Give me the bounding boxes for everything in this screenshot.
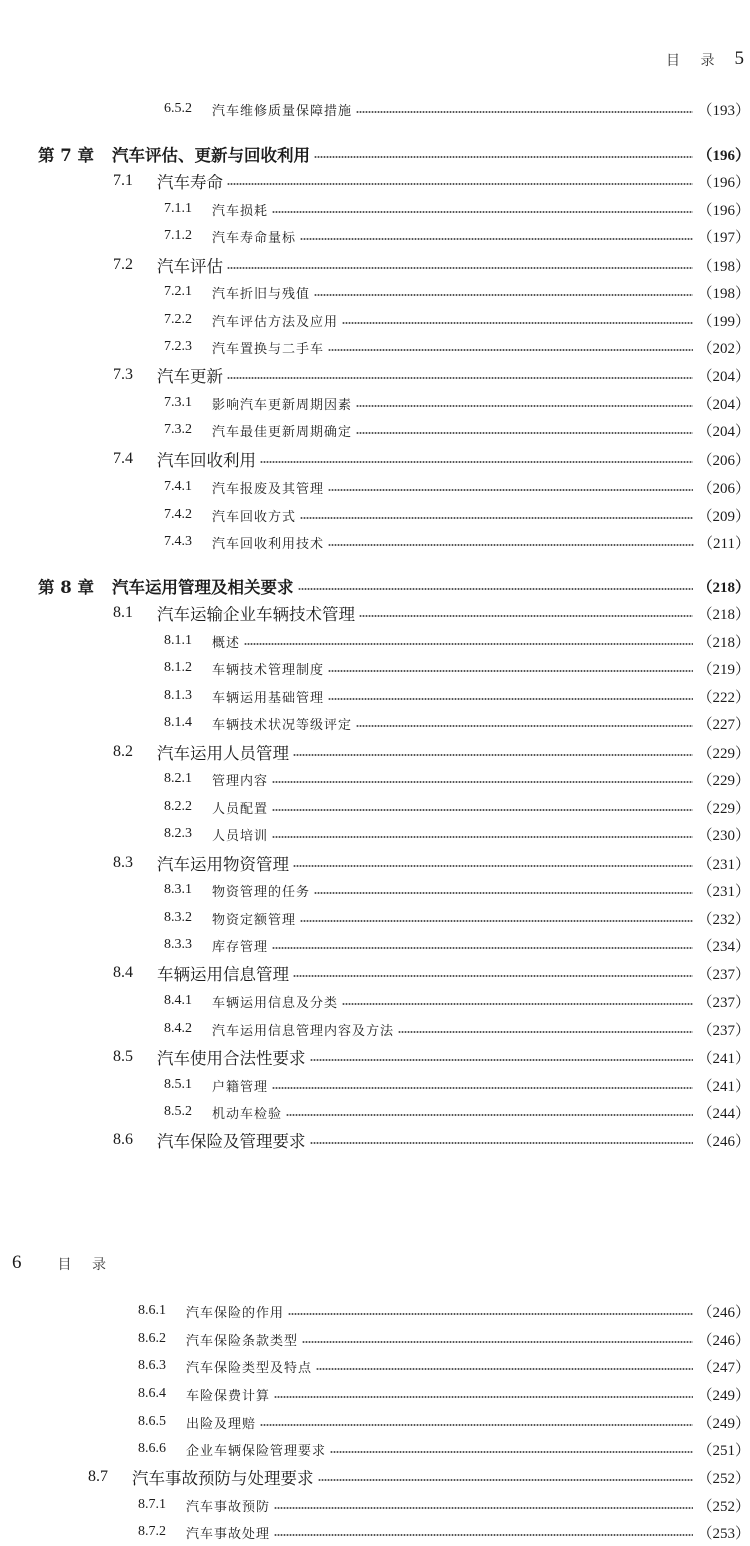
- dot-leader: [272, 809, 693, 811]
- dot-leader: [310, 1142, 694, 1144]
- toc-subsection-entry[interactable]: [0, 97, 750, 121]
- toc-entry-number: 8.1.3: [164, 688, 192, 703]
- toc-entry-title: 汽车评估: [157, 257, 223, 276]
- toc-entry-page: （206）: [697, 480, 750, 497]
- toc-entry-page: （196）: [697, 174, 750, 191]
- toc-subsection-entry[interactable]: [0, 1520, 750, 1544]
- toc-subsection-entry[interactable]: [0, 878, 750, 902]
- dot-leader: [227, 183, 693, 185]
- toc-subsection-entry[interactable]: [0, 503, 750, 527]
- toc-section-entry[interactable]: [0, 740, 750, 764]
- toc-subsection-entry[interactable]: [0, 335, 750, 359]
- dot-leader: [288, 1313, 693, 1315]
- toc-entry-title: 汽车使用合法性要求: [157, 1049, 306, 1068]
- toc-entry-title: 概述: [212, 635, 241, 651]
- toc-section-entry[interactable]: [0, 447, 750, 471]
- toc-entry-number: 7.2.2: [164, 312, 192, 327]
- toc-section-entry[interactable]: [0, 961, 750, 985]
- toc-subsection-entry[interactable]: [0, 711, 750, 735]
- toc-chapter-entry[interactable]: [0, 574, 750, 598]
- page-number: 5: [734, 48, 744, 69]
- toc-entry-number: 8.4.1: [164, 993, 192, 1008]
- toc-entry-number: 7.3.1: [164, 395, 192, 410]
- dot-leader: [272, 781, 693, 783]
- dot-leader: [314, 892, 693, 894]
- toc-section-entry[interactable]: [0, 1045, 750, 1069]
- toc-entry-page: （231）: [697, 883, 750, 900]
- dot-leader: [328, 489, 693, 491]
- toc-entry-title: 汽车运用物资管理: [157, 855, 289, 874]
- toc-subsection-entry[interactable]: [0, 391, 750, 415]
- toc-section-entry[interactable]: [0, 1128, 750, 1152]
- toc-section-entry[interactable]: [0, 169, 750, 193]
- dot-leader: [286, 1114, 693, 1116]
- toc-subsection-entry[interactable]: [0, 197, 750, 221]
- dot-leader: [342, 322, 693, 324]
- dot-leader: [314, 294, 693, 296]
- toc-entry-title: 物资定额管理: [212, 912, 297, 928]
- dot-leader: [302, 1341, 693, 1343]
- toc-entry-title: 车辆技术状况等级评定: [212, 717, 353, 733]
- toc-entry-number: 8.2.1: [164, 771, 192, 786]
- toc-entry-number: 8.6.5: [138, 1414, 166, 1429]
- toc-entry-number: 8.7: [88, 1468, 108, 1485]
- dot-leader: [316, 1368, 693, 1370]
- toc-entry-page: （229）: [697, 800, 750, 817]
- toc-entry-title: 人员培训: [212, 828, 269, 844]
- toc-entry-number: 7.1.2: [164, 228, 192, 243]
- toc-entry-number: 8.5: [113, 1048, 133, 1065]
- toc-entry-page: （196）: [697, 202, 750, 219]
- toc-entry-title: 企业车辆保险管理要求: [186, 1443, 327, 1459]
- dot-leader: [314, 156, 693, 158]
- dot-leader: [328, 698, 693, 700]
- toc-entry-title: 汽车回收利用技术: [212, 536, 325, 552]
- toc-entry-title: 汽车维修质量保障措施: [212, 103, 353, 119]
- toc-entry-number: 8.5.1: [164, 1077, 192, 1092]
- toc-entry-title: 车辆技术管理制度: [212, 662, 325, 678]
- dot-leader: [310, 1059, 694, 1061]
- toc-entry-number: 8.2.2: [164, 799, 192, 814]
- dot-leader: [244, 643, 693, 645]
- dot-leader: [274, 1396, 693, 1398]
- toc-subsection-entry[interactable]: [0, 906, 750, 930]
- toc-entry-page: （251）: [697, 1442, 750, 1459]
- toc-entry-number: 8.1.1: [164, 633, 192, 648]
- toc-section-entry[interactable]: [0, 253, 750, 277]
- toc-entry-number: 7.4.3: [164, 534, 192, 549]
- toc-entry-page: （249）: [697, 1387, 750, 1404]
- toc-entry-title: 汽车寿命量标: [212, 230, 297, 246]
- dot-leader: [356, 405, 693, 407]
- toc-entry-page: （241）: [697, 1078, 750, 1095]
- toc-entry-number: 6.5.2: [164, 101, 192, 116]
- toc-entry-title: 汽车运用信息管理内容及方法: [212, 1023, 395, 1039]
- toc-entry-page: （198）: [697, 258, 750, 275]
- toc-entry-title: 汽车保险类型及特点: [186, 1360, 313, 1376]
- toc-entry-number: 8.1.2: [164, 660, 192, 675]
- toc-entry-page: （198）: [697, 285, 750, 302]
- dot-leader: [330, 1451, 693, 1453]
- toc-entry-page: （232）: [697, 911, 750, 928]
- toc-section-entry[interactable]: [0, 363, 750, 387]
- toc-entry-title: 车险保费计算: [186, 1388, 271, 1404]
- dot-leader: [272, 947, 693, 949]
- toc-subsection-entry[interactable]: [0, 1410, 750, 1434]
- toc-entry-page: （211）: [698, 535, 750, 552]
- toc-entry-page: （230）: [697, 827, 750, 844]
- page-number: 6: [12, 1252, 22, 1273]
- toc-entry-number: 7.3: [113, 366, 133, 383]
- toc-subsection-entry[interactable]: [0, 1437, 750, 1461]
- dot-leader: [274, 1534, 693, 1536]
- toc-entry-title: 物资管理的任务: [212, 884, 311, 900]
- toc-entry-number: 7.2.3: [164, 339, 192, 354]
- toc-entry-title: 库存管理: [212, 939, 269, 955]
- toc-section-entry[interactable]: [0, 851, 750, 875]
- toc-entry-page: （246）: [697, 1304, 750, 1321]
- dot-leader: [328, 544, 694, 546]
- toc-entry-title: 汽车损耗: [212, 203, 269, 219]
- toc-subsection-entry[interactable]: [0, 475, 750, 499]
- toc-entry-number: 8.2: [113, 743, 133, 760]
- toc-entry-title: 汽车运用人员管理: [157, 744, 289, 763]
- toc-entry-title: 车辆运用信息及分类: [212, 995, 339, 1011]
- toc-entry-page: （196）: [697, 147, 750, 164]
- toc-entry-title: 管理内容: [212, 773, 269, 789]
- dot-leader: [260, 461, 693, 463]
- toc-entry-page: （204）: [697, 396, 750, 413]
- toc-subsection-entry[interactable]: [0, 530, 750, 554]
- toc-entry-page: （193）: [697, 102, 750, 119]
- dot-leader: [274, 1507, 693, 1509]
- toc-entry-title: 汽车最佳更新周期确定: [212, 424, 353, 440]
- toc-section-entry[interactable]: [0, 601, 750, 625]
- toc-entry-number: 8.7.2: [138, 1524, 166, 1539]
- toc-entry-number: 8.7.1: [138, 1497, 166, 1512]
- toc-entry-title: 出险及理赔: [186, 1416, 257, 1432]
- page-5-header: [620, 40, 744, 70]
- dot-leader: [272, 211, 693, 213]
- toc-entry-number: 8.6.6: [138, 1441, 166, 1456]
- toc-entry-page: （218）: [697, 579, 750, 596]
- dot-leader: [328, 670, 693, 672]
- toc-entry-number: 7.1: [113, 172, 133, 189]
- toc-subsection-entry[interactable]: [0, 1493, 750, 1517]
- dot-leader: [318, 1479, 694, 1481]
- toc-entry-page: （249）: [697, 1415, 750, 1432]
- toc-entry-number: 8.6.1: [138, 1303, 166, 1318]
- toc-entry-page: （246）: [697, 1332, 750, 1349]
- toc-entry-title: 影响汽车更新周期因素: [212, 397, 353, 413]
- dot-leader: [356, 725, 693, 727]
- toc-entry-page: （244）: [697, 1105, 750, 1122]
- toc-entry-title: 汽车运用管理及相关要求: [112, 578, 294, 597]
- toc-entry-title: 户籍管理: [212, 1079, 269, 1095]
- toc-entry-page: （218）: [697, 606, 750, 623]
- toc-entry-number: 8.4.2: [164, 1021, 192, 1036]
- toc-entry-page: （206）: [697, 452, 750, 469]
- dot-leader: [293, 865, 693, 867]
- toc-entry-page: （204）: [697, 368, 750, 385]
- toc-subsection-entry[interactable]: [0, 822, 750, 846]
- toc-entry-number: 7.1.1: [164, 201, 192, 216]
- toc-entry-number: 8.3.3: [164, 937, 192, 952]
- toc-subsection-entry[interactable]: [0, 280, 750, 304]
- dot-leader: [328, 349, 693, 351]
- toc-entry-page: （209）: [697, 508, 750, 525]
- toc-entry-page: （199）: [697, 313, 750, 330]
- toc-subsection-entry[interactable]: [0, 1327, 750, 1351]
- toc-entry-page: （241）: [697, 1050, 750, 1067]
- toc-entry-title: 汽车保险的作用: [186, 1305, 285, 1321]
- toc-entry-title: 车辆运用信息管理: [157, 965, 289, 984]
- toc-entry-page: （237）: [697, 1022, 750, 1039]
- toc-subsection-entry[interactable]: [0, 656, 750, 680]
- toc-entry-number: 7.2: [113, 256, 133, 273]
- toc-subsection-entry[interactable]: [0, 418, 750, 442]
- toc-entry-number: 8.3: [113, 854, 133, 871]
- toc-entry-number: 7.4.1: [164, 479, 192, 494]
- toc-entry-number: 8.2.3: [164, 826, 192, 841]
- toc-entry-title: 汽车事故预防与处理要求: [132, 1469, 314, 1488]
- toc-entry-page: （218）: [697, 634, 750, 651]
- page-header-title: 目 录: [57, 1257, 114, 1273]
- dot-leader: [272, 836, 693, 838]
- toc-entry-title: 汽车回收利用: [157, 451, 256, 470]
- toc-entry-page: （252）: [697, 1498, 750, 1515]
- toc-entry-page: （219）: [697, 661, 750, 678]
- toc-entry-title: 人员配置: [212, 801, 269, 817]
- toc-entry-title: 汽车保险及管理要求: [157, 1132, 306, 1151]
- toc-subsection-entry[interactable]: [0, 795, 750, 819]
- toc-entry-title: 汽车评估方法及应用: [212, 314, 339, 330]
- toc-entry-title: 汽车置换与二手车: [212, 341, 325, 357]
- toc-subsection-entry[interactable]: [0, 224, 750, 248]
- toc-entry-title: 汽车报废及其管理: [212, 481, 325, 497]
- dot-leader: [359, 615, 693, 617]
- toc-entry-number: 7.4.2: [164, 507, 192, 522]
- toc-entry-title: 车辆运用基础管理: [212, 690, 325, 706]
- page-6-header: [12, 1244, 114, 1274]
- toc-entry-number: 8.6: [113, 1131, 133, 1148]
- toc-entry-page: （204）: [697, 423, 750, 440]
- toc-entry-number: 第 7 章: [38, 146, 94, 165]
- toc-subsection-entry[interactable]: [0, 989, 750, 1013]
- toc-entry-title: 机动车检验: [212, 1106, 283, 1122]
- toc-entry-page: （231）: [697, 856, 750, 873]
- dot-leader: [300, 920, 693, 922]
- toc-entry-title: 汽车事故预防: [186, 1499, 271, 1515]
- toc-entry-page: （252）: [697, 1470, 750, 1487]
- toc-entry-page: （202）: [697, 340, 750, 357]
- dot-leader: [293, 754, 693, 756]
- dot-leader: [293, 975, 693, 977]
- dot-leader: [298, 588, 694, 590]
- toc-entry-number: 8.6.3: [138, 1358, 166, 1373]
- toc-entry-number: 7.4: [113, 450, 133, 467]
- dot-leader: [272, 1087, 693, 1089]
- toc-entry-page: （229）: [697, 745, 750, 762]
- toc-entry-title: 汽车事故处理: [186, 1526, 271, 1542]
- dot-leader: [300, 517, 693, 519]
- toc-entry-page: （253）: [697, 1525, 750, 1542]
- toc-entry-page: （234）: [697, 938, 750, 955]
- toc-subsection-entry[interactable]: [0, 767, 750, 791]
- toc-subsection-entry[interactable]: [0, 1382, 750, 1406]
- dot-leader: [300, 238, 693, 240]
- toc-entry-title: 汽车运输企业车辆技术管理: [157, 605, 355, 624]
- toc-chapter-entry[interactable]: [0, 142, 750, 166]
- toc-entry-title: 汽车寿命: [157, 173, 223, 192]
- toc-entry-number: 8.5.2: [164, 1104, 192, 1119]
- toc-entry-page: （247）: [697, 1359, 750, 1376]
- toc-subsection-entry[interactable]: [0, 1017, 750, 1041]
- toc-entry-page: （197）: [697, 229, 750, 246]
- dot-leader: [227, 377, 693, 379]
- toc-entry-page: （246）: [697, 1133, 750, 1150]
- toc-subsection-entry[interactable]: [0, 1073, 750, 1097]
- dot-leader: [260, 1424, 693, 1426]
- toc-entry-page: （227）: [697, 716, 750, 733]
- toc-subsection-entry[interactable]: [0, 1100, 750, 1124]
- toc-entry-page: （222）: [697, 689, 750, 706]
- toc-entry-number: 8.1.4: [164, 715, 192, 730]
- toc-subsection-entry[interactable]: [0, 629, 750, 653]
- toc-subsection-entry[interactable]: [0, 1299, 750, 1323]
- toc-entry-number: 7.3.2: [164, 422, 192, 437]
- toc-entry-title: 汽车更新: [157, 367, 223, 386]
- toc-subsection-entry[interactable]: [0, 1354, 750, 1378]
- toc-entry-page: （237）: [697, 994, 750, 1011]
- toc-entry-number: 8.1: [113, 604, 133, 621]
- toc-entry-page: （229）: [697, 772, 750, 789]
- dot-leader: [356, 432, 693, 434]
- page-header-title: 目 录: [666, 53, 723, 69]
- toc-subsection-entry[interactable]: [0, 933, 750, 957]
- toc-subsection-entry[interactable]: [0, 308, 750, 332]
- toc-entry-title: 汽车回收方式: [212, 509, 297, 525]
- toc-entry-number: 第 8 章: [38, 578, 94, 597]
- dot-leader: [356, 111, 693, 113]
- dot-leader: [227, 267, 693, 269]
- dot-leader: [342, 1003, 693, 1005]
- dot-leader: [398, 1031, 693, 1033]
- toc-section-entry[interactable]: [0, 1465, 750, 1489]
- toc-entry-number: 8.3.2: [164, 910, 192, 925]
- toc-entry-title: 汽车保险条款类型: [186, 1333, 299, 1349]
- toc-entry-number: 8.6.4: [138, 1386, 166, 1401]
- toc-entry-number: 8.6.2: [138, 1331, 166, 1346]
- toc-entry-number: 8.3.1: [164, 882, 192, 897]
- toc-subsection-entry[interactable]: [0, 684, 750, 708]
- toc-entry-number: 7.2.1: [164, 284, 192, 299]
- toc-entry-page: （237）: [697, 966, 750, 983]
- toc-entry-title: 汽车评估、更新与回收利用: [112, 146, 310, 165]
- toc-entry-number: 8.4: [113, 964, 133, 981]
- toc-entry-title: 汽车折旧与残值: [212, 286, 311, 302]
